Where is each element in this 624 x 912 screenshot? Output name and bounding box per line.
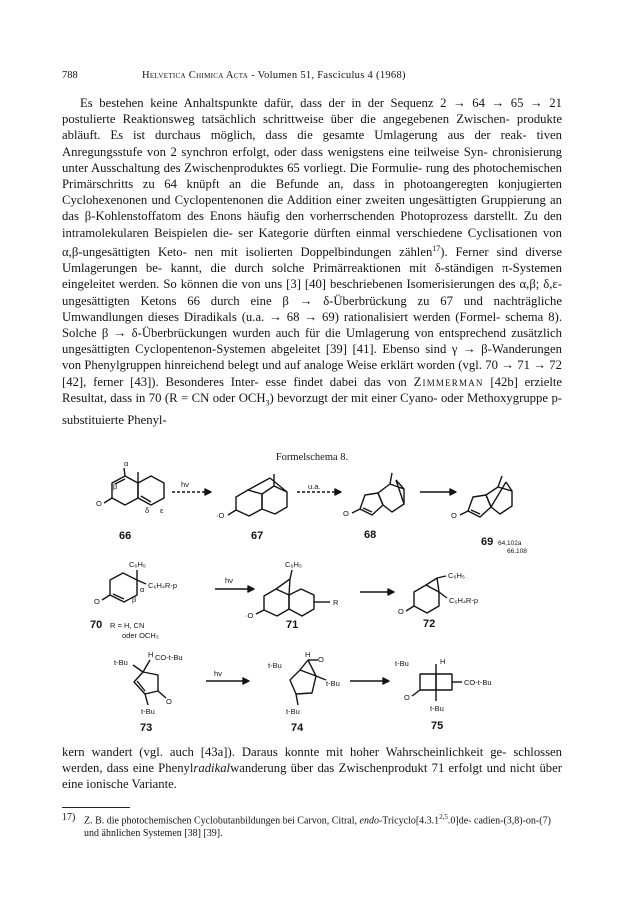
compound-number-69: 69	[481, 536, 494, 548]
text-line: ungesättigten Ketons 66 durch eine β → δ-Überbrückung zu 67 und nachträgliche	[62, 293, 562, 308]
compound-number-70: 70	[90, 619, 103, 631]
text-line: kern wandert (vgl. auch [43a]). Daraus konnte mit hoher Wahrscheinlichkeit ge-	[62, 745, 507, 759]
scheme-ref-note: 66,108	[507, 548, 527, 555]
text-line: Z. B. die photochemischen Cyclobutanbildungen bei Carvon, Citral,	[84, 815, 360, 827]
emphasis: radikal	[193, 761, 231, 776]
structure-74	[290, 660, 326, 705]
greek-label: ε	[160, 506, 164, 515]
greek-label: α	[124, 459, 129, 468]
compound-number-72: 72	[423, 618, 436, 630]
tbu-label: t-Bu	[268, 661, 282, 670]
r-definition: oder OCH₃	[122, 631, 159, 640]
tbu-label: t-Bu	[326, 679, 340, 688]
text-line: rung des photochemischen Primärschritts zu 64 knüpft an die Befunde an, dass in	[62, 160, 562, 192]
structure-73	[133, 660, 166, 705]
phenyl-label: C₆H₅	[129, 560, 146, 569]
text-line: schema 8). Solche β → δ-Überbrückungen wurden auch für die Umlagerung von	[62, 309, 562, 341]
text-line: den vorherrschenden Photoprozess darstellt. Zu den intramolekularen Beispielen die-	[62, 209, 563, 240]
text-line: OCH	[238, 390, 266, 405]
text-line: -Tricyclo[4.3.1	[378, 815, 440, 827]
compound-number-74: 74	[291, 722, 304, 734]
greek-label: δ	[145, 506, 150, 515]
greek-label: β	[132, 595, 137, 604]
compound-number-66: 66	[119, 530, 132, 542]
structure-72	[406, 576, 447, 613]
journal-issue: - Volumen 51, Fasciculus 4 (1968)	[251, 70, 406, 81]
text-line: wanderung über das Zwischenprodukt 71	[230, 761, 445, 776]
text-line: esse findet dabei das von	[265, 374, 414, 389]
compound-number-71: 71	[286, 619, 299, 631]
hv-label: hν	[181, 480, 189, 489]
text-line: ser Kategorie dürften einmal verschiedene Cyclisationen von α,β-ungesättigten Keto-	[62, 225, 562, 260]
structure-67	[228, 474, 287, 516]
text-line: postulierte Reaktionsweg tatsächlich schrittweise über die angegebenen Zwischen-	[62, 112, 510, 127]
hv-label: hν	[225, 576, 233, 585]
footnote-ref[interactable]: 17	[432, 243, 441, 253]
compound-number-73: 73	[140, 722, 153, 734]
text-line: analoge Weise erklärt worden (vgl. 70 → 71 → 72 [42], ferner [43]). Besonderes Inter-	[62, 358, 562, 389]
text-line: einer zweiten ungesättigten Gruppierung an das β-Kohlenstoffatom des Enons häufig	[62, 193, 563, 224]
tbu-label: t-Bu	[141, 707, 155, 716]
compound-number-75: 75	[431, 720, 444, 732]
greek-label: α	[140, 585, 145, 594]
footnote-text	[62, 811, 562, 840]
atom-label: ·O	[245, 611, 254, 620]
text-line: ). Ferner sind diverse Umlagerungen be-	[62, 245, 562, 276]
atom-label: O	[451, 511, 457, 520]
text-line: [42b] erzielte Resultat, dass in 70 (R = CN oder	[62, 374, 563, 405]
phenyl-label: C₆H₅	[285, 560, 302, 569]
atom-label: O	[166, 697, 172, 706]
atom-label: O	[96, 499, 102, 508]
hv-label: hν	[214, 669, 222, 678]
phenyl-label: C₆H₅	[448, 571, 465, 580]
journal-name: Helvetica Chimica Acta	[142, 70, 249, 81]
footnote-mark: 17)	[62, 812, 76, 823]
text-line: kannt, die durch solche Primärreaktionen mit δ-ständigen π-Systemen eingeleitet	[62, 261, 562, 292]
h-label: H	[305, 650, 311, 659]
aryl-label: C₆H₄R-p	[148, 581, 178, 590]
text-line: ) bevorzugt der mit einer Cyano- oder Methoxygruppe p-substituierte Phenyl-	[62, 390, 563, 427]
text-line: photoangeregten konjugierten Cyclohexenonen und Cyclopentenonen die Addition	[62, 177, 562, 208]
atom-label: O	[398, 607, 404, 616]
author-name: Zimmerman	[413, 374, 484, 389]
text-line: Umwandlungen dieses Diradikals (u.a. → 68 → 69) rationalisiert werden (Formel-	[62, 309, 501, 324]
structure-69	[460, 476, 512, 517]
text-line: nen mit isolierten Doppelbindungen zählen	[194, 245, 433, 260]
emphasis: endo	[359, 815, 379, 827]
text-line: erfolgt und nicht über eine ionische Variante.	[62, 761, 562, 792]
superscript: 2,5	[439, 813, 448, 821]
footnote-rule	[62, 807, 130, 808]
footnote	[62, 811, 562, 840]
compound-number-68: 68	[364, 529, 377, 541]
greek-label: β	[113, 482, 118, 491]
page-number: 788	[62, 70, 78, 81]
structure-71	[256, 570, 330, 616]
h-label: H	[148, 650, 154, 659]
scheme-ref-note: 64,102a	[498, 540, 522, 547]
atom-label: O	[343, 509, 349, 518]
r-definition: R = H, CN	[110, 621, 145, 630]
atom-label: O	[318, 655, 324, 664]
text-line: cadien-(3,8)-on-(7) und ähnlichen Systemen [38] [39].	[84, 815, 551, 840]
tbu-label: t-Bu	[395, 659, 409, 668]
r-label: R	[333, 598, 339, 607]
structure-68	[352, 473, 404, 515]
atom-label: O	[404, 693, 410, 702]
text-line: Ebenso sind γ → β-Wanderungen von Phenylgruppen hinreichend belegt und auf	[62, 342, 562, 373]
tbu-label: t-Bu	[430, 704, 444, 713]
compound-number-67: 67	[251, 530, 264, 542]
tbu-label: t-Bu	[114, 658, 128, 667]
text-line: tiven Anregungsstufe von 2 synchron erfolgt, oder dass wenigstens eine teilweise Syn-	[62, 128, 563, 159]
scheme-title: Formelschema 8.	[275, 452, 349, 463]
atom-label: ·O	[216, 511, 225, 520]
subscript: 3	[265, 398, 270, 408]
text-line: Es bestehen keine Anhaltspunkte dafür, dass der in der Sequenz 2 → 64 → 65 → 21	[80, 96, 562, 110]
h-label: H	[440, 657, 446, 666]
tbu-label: t-Bu	[286, 707, 300, 716]
acyl-label: CO-t-Bu	[464, 678, 492, 687]
ua-label: u.a.	[308, 482, 321, 491]
text-line: entsprechend zusätzlich ungesättigten Cyclopentenon-Systemen abgeleitet [39] [41].	[62, 326, 562, 357]
text-line: chronisierung unter Ausschaltung des Zwischenproduktes 65 vorliegt. Die Formulie-	[62, 144, 563, 175]
text-line: werden. So können die von uns [3] [40] beschriebenen Isomerisierungen des α,β; δ,ε-	[118, 277, 562, 292]
acyl-label: CO-t-Bu	[155, 653, 183, 662]
text-line: schlossen werden, dass eine Phenyl	[62, 745, 563, 776]
text-line: produkte abläuft. Es ist durchaus möglich, dass die gesamte Umlagerung aus der reak-	[62, 112, 563, 143]
body-paragraph-2	[62, 744, 562, 793]
text-line: .0]de-	[447, 815, 472, 827]
aryl-label: C₆H₄R-p	[449, 596, 479, 605]
atom-label: O	[94, 597, 100, 606]
structure-75	[412, 664, 462, 701]
